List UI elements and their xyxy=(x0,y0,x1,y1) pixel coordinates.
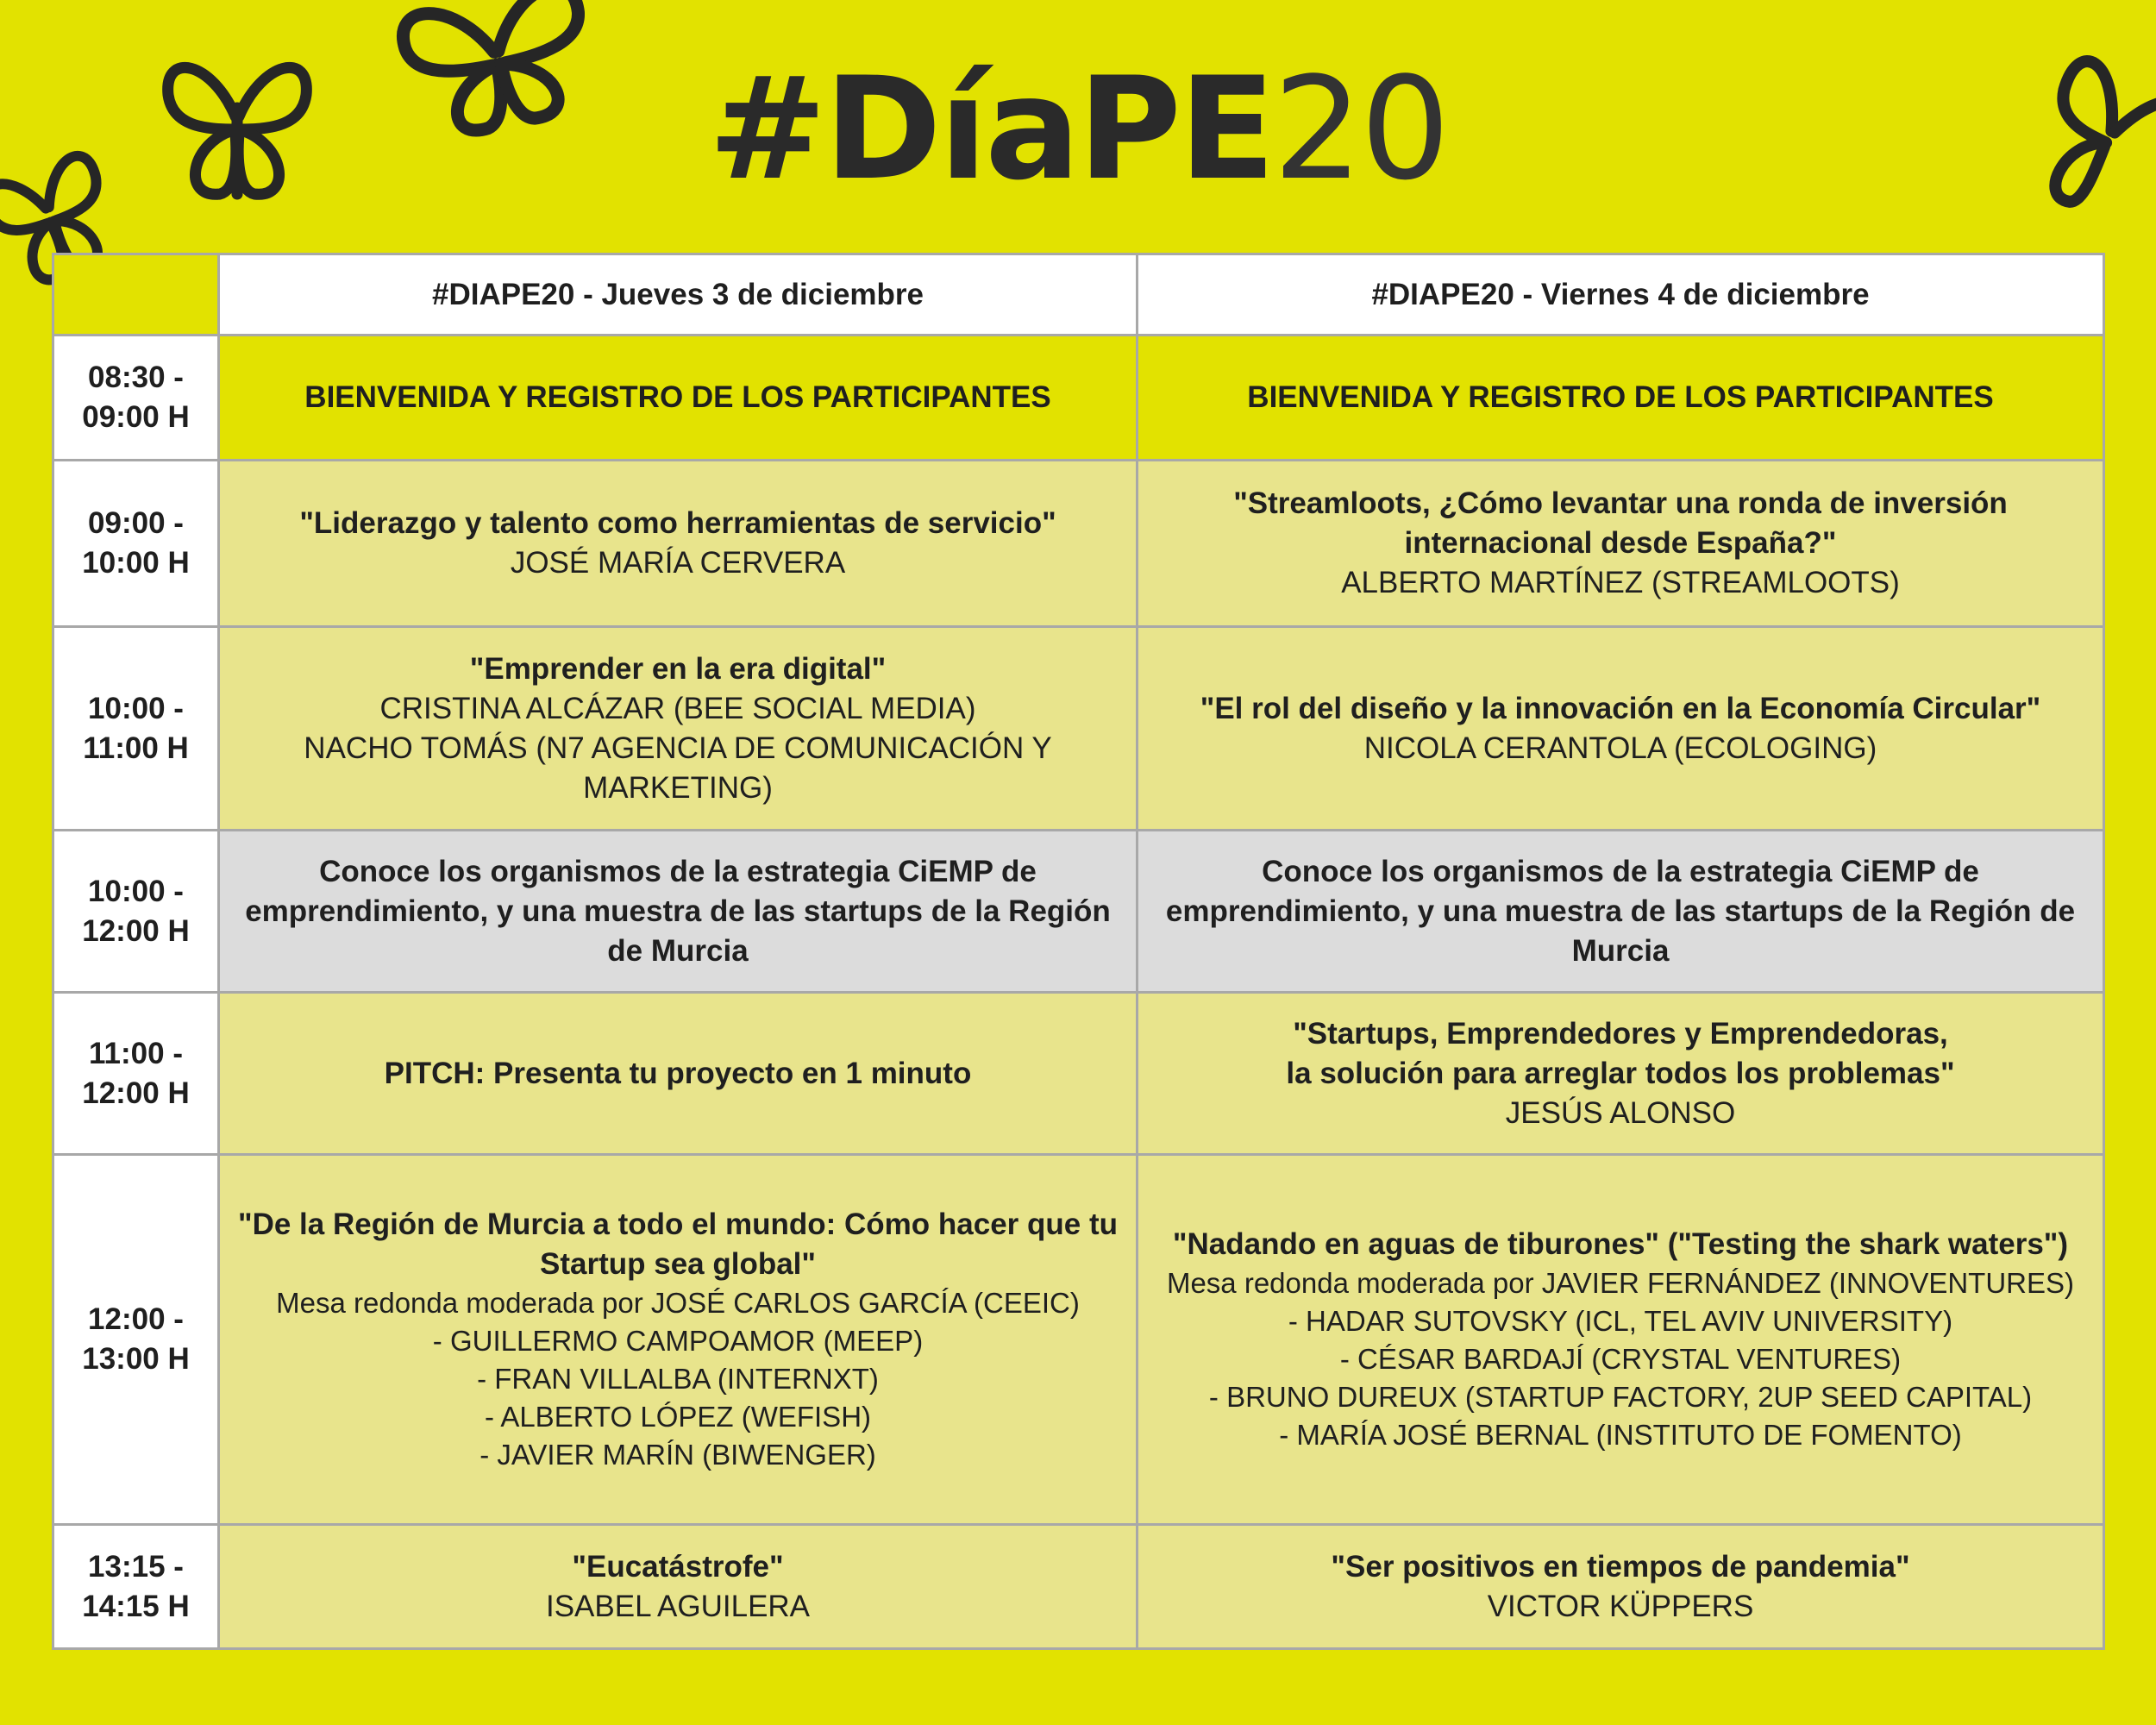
session-cell xyxy=(1138,461,2104,627)
day-header-thursday: #DIAPE20 - Jueves 3 de diciembre xyxy=(219,254,1138,336)
session-cell xyxy=(1138,627,2104,831)
butterfly-icon xyxy=(371,0,621,138)
session-title: "Liderazgo y talento como herramientas de servicio" xyxy=(299,506,1056,540)
speaker: - ALBERTO LÓPEZ (WEFISH) xyxy=(484,1401,872,1433)
time-cell: 13:15 - 14:15 H xyxy=(53,1525,219,1649)
session-cell xyxy=(219,1525,1138,1649)
speaker: - GUILLERMO CAMPOAMOR (MEEP) xyxy=(432,1325,924,1357)
speaker: - MARÍA JOSÉ BERNAL (INSTITUTO DE FOMENTO) xyxy=(1279,1419,1962,1451)
speaker: Mesa redonda moderada por JOSÉ CARLOS GARCÍA (CEEIC) xyxy=(276,1287,1080,1319)
time-cell: 08:30 - 09:00 H xyxy=(53,336,219,461)
time-cell: 09:00 - 10:00 H xyxy=(53,461,219,627)
table-row xyxy=(53,1155,2104,1525)
session-cell: Conoce los organismos de la estrategia CiEMP de emprendimiento, y una muestra de las startups de la Región de Murcia xyxy=(1138,831,2104,993)
speaker: - CÉSAR BARDAJÍ (CRYSTAL VENTURES) xyxy=(1339,1343,1902,1375)
session-title: "El rol del diseño y la innovación en la Economía Circular" xyxy=(1200,691,2041,725)
time-cell: 11:00 - 12:00 H xyxy=(53,993,219,1155)
speaker: NACHO TOMÁS (N7 AGENCIA DE COMUNICACIÓN Y MARKETING) xyxy=(304,731,1052,805)
schedule-table xyxy=(52,253,2105,1650)
session-cell xyxy=(219,993,1138,1155)
butterfly-icon xyxy=(151,43,323,224)
session-cell xyxy=(1138,1155,2104,1525)
speaker: NICOLA CERANTOLA (ECOLOGING) xyxy=(1363,731,1877,765)
speaker: - FRAN VILLALBA (INTERNXT) xyxy=(477,1363,879,1395)
speaker: - JAVIER MARÍN (BIWENGER) xyxy=(479,1439,876,1471)
speaker: JOSÉ MARÍA CERVERA xyxy=(510,546,846,580)
session-title: PITCH: Presenta tu proyecto en 1 minuto xyxy=(384,1056,972,1090)
session-cell xyxy=(1138,1525,2104,1649)
session-title: "Eucatástrofe" xyxy=(572,1549,784,1584)
session-title: "Streamloots, ¿Cómo levantar una ronda de inversión internacional desde España?" xyxy=(1233,486,2008,560)
page-title: #DíaPE20 xyxy=(708,47,1448,211)
day-header-friday: #DIAPE20 - Viernes 4 de diciembre xyxy=(1138,254,2104,336)
session-cell: BIENVENIDA Y REGISTRO DE LOS PARTICIPANTES xyxy=(219,336,1138,461)
session-title: "Emprender en la era digital" xyxy=(469,651,887,686)
table-row xyxy=(53,461,2104,627)
session-cell xyxy=(219,461,1138,627)
table-row xyxy=(53,831,2104,993)
time-cell: 10:00 - 12:00 H xyxy=(53,831,219,993)
speaker: JESÚS ALONSO xyxy=(1505,1095,1736,1130)
session-cell xyxy=(219,1155,1138,1525)
session-cell xyxy=(219,627,1138,831)
time-cell: 10:00 - 11:00 H xyxy=(53,627,219,831)
corner-cell xyxy=(53,254,219,336)
butterfly-icon xyxy=(2035,34,2156,259)
time-cell: 12:00 - 13:00 H xyxy=(53,1155,219,1525)
session-cell xyxy=(1138,993,2104,1155)
table-row xyxy=(53,993,2104,1155)
session-cell: BIENVENIDA Y REGISTRO DE LOS PARTICIPANTES xyxy=(1138,336,2104,461)
speaker: VICTOR KÜPPERS xyxy=(1487,1589,1754,1623)
session-title: "Ser positivos en tiempos de pandemia" xyxy=(1331,1549,1910,1584)
speaker: Mesa redonda moderada por JAVIER FERNÁNDEZ (INNOVENTURES) xyxy=(1166,1267,2075,1299)
speaker: ALBERTO MARTÍNEZ (STREAMLOOTS) xyxy=(1341,566,1900,599)
speaker: - HADAR SUTOVSKY (ICL, TEL AVIV UNIVERSITY) xyxy=(1288,1305,1953,1337)
table-row xyxy=(53,627,2104,831)
speaker: - BRUNO DUREUX (STARTUP FACTORY, 2UP SEED CAPITAL) xyxy=(1208,1381,2033,1413)
session-cell: Conoce los organismos de la estrategia CiEMP de emprendimiento, y una muestra de las startups de la Región de Murcia xyxy=(219,831,1138,993)
session-title: "Nadando en aguas de tiburones" ("Testing the shark waters") xyxy=(1172,1227,2069,1261)
speaker: ISABEL AGUILERA xyxy=(545,1589,811,1623)
table-row xyxy=(53,1525,2104,1649)
session-title: "Startups, Emprendedores y Emprendedoras, xyxy=(1293,1016,1948,1051)
table-row xyxy=(53,336,2104,461)
session-title: la solución para arreglar todos los problemas" xyxy=(1286,1056,1955,1090)
session-title: "De la Región de Murcia a todo el mundo: Cómo hacer que tu Startup sea global" xyxy=(237,1208,1119,1281)
day-header-row xyxy=(53,254,2104,336)
speaker: CRISTINA ALCÁZAR (BEE SOCIAL MEDIA) xyxy=(379,691,976,725)
